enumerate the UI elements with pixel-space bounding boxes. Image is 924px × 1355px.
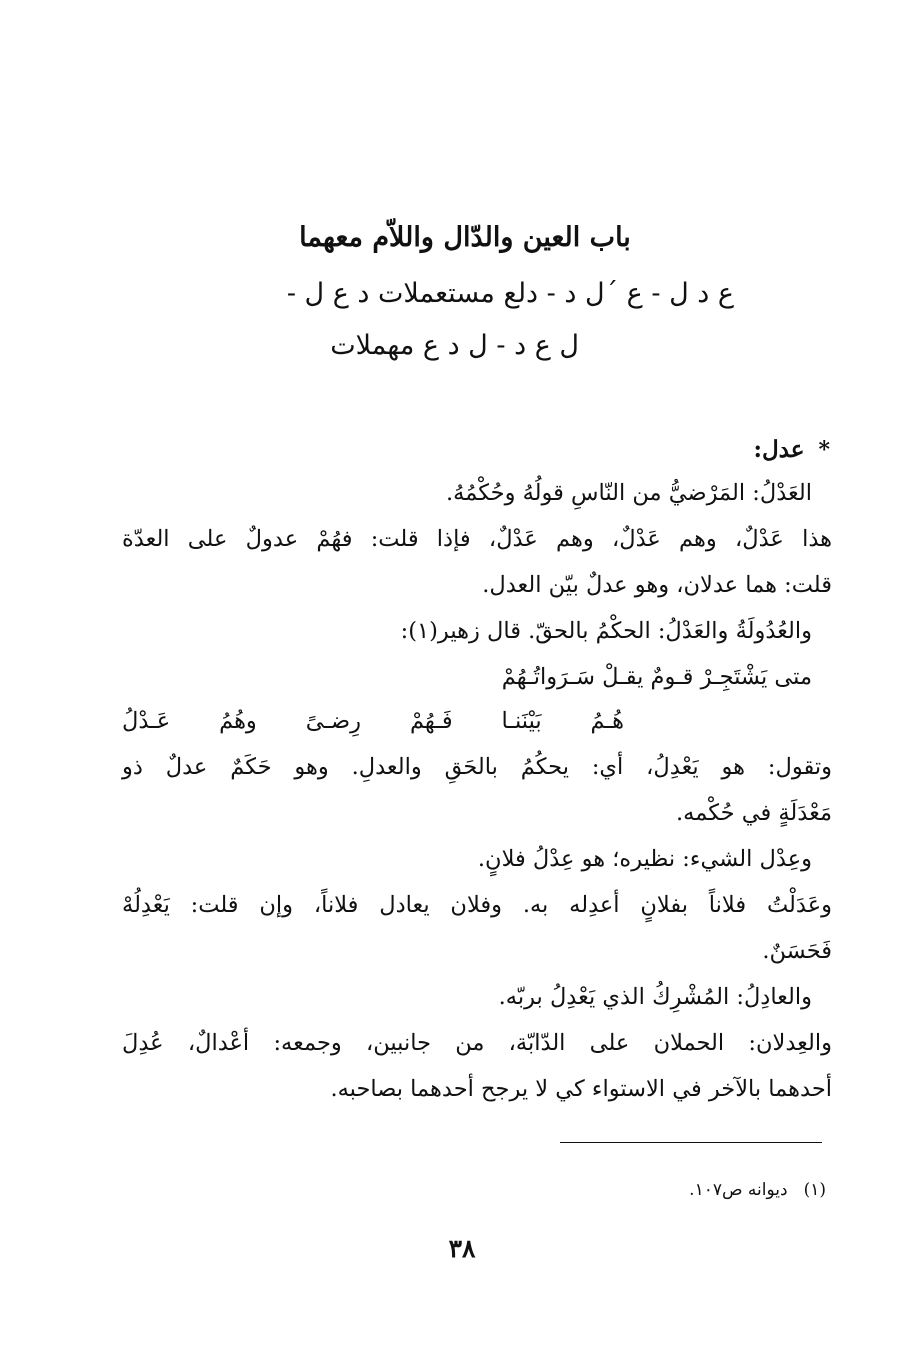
body-line-12: أحدهما بالآخر في الاستواء كي لا يرجح أحدهما بصاحبه. <box>330 1076 832 1102</box>
body-line-11: والعِدلان: الحملان على الدّابّة، من جانبين، وجمعه: أعْدالٌ، عُدِلَ <box>122 1030 832 1056</box>
body-line-1: العَدْلُ: المَرْضيُّ من النّاسِ قولُهُ وحُكْمُهُ. <box>446 480 812 506</box>
footnote-number: (١) <box>803 1180 826 1200</box>
entry-marker: * <box>818 437 830 463</box>
body-line-8: وعَدَلْتُ فلاناً بفلانٍ أعدِله به. وفلان يعادل فلاناً، وإن قلت: يَعْدِلُهْ <box>122 892 832 918</box>
verse-line-1: متى يَشْتَجِـرْ قـومٌ يقـلْ سَـرَواتُـهُمْ <box>501 664 812 690</box>
body-line-10: والعادِلُ: المُشْرِكُ الذي يَعْدِلُ بربّه. <box>498 984 812 1010</box>
body-line-7: وعِدْل الشيء: نظيره؛ هو عِدْلُ فلانٍ. <box>477 846 812 872</box>
page-number: ٣٨ <box>448 1234 476 1263</box>
chapter-title: باب العين والدّال واللاّم معهما <box>299 222 631 253</box>
body-line-2: هذا عَدْلٌ، وهم عَدْلٌ، وهم عَدْلٌ، فإذا قلت: فهُمْ عدولٌ على العدّة <box>122 526 832 552</box>
entry-heading <box>753 436 830 463</box>
body-line-6: مَعْدَلَةٍ في حُكْمه. <box>675 800 832 826</box>
body-line-3: قلت: هما عدلان، وهو عدلٌ بيّن العدل. <box>482 572 832 598</box>
chapter-subtitle-line-2: ل ع د - ل د ع مهملات <box>330 330 579 361</box>
footnote <box>689 1180 826 1200</box>
entry-headword: عدل: <box>753 436 805 463</box>
body-line-4: والعُدُولَةُ والعَدْلُ: الحكْمُ بالحقّ. قال زهير(١): <box>400 618 812 644</box>
footnote-divider <box>560 1142 822 1143</box>
body-line-5: وتقول: هو يَعْدِلُ، أي: يحكُمُ بالحَقِ والعدلِ. وهو حَكَمٌ عدلٌ ذو <box>122 754 832 780</box>
footnote-text: ديوانه ص١٠٧. <box>689 1180 788 1200</box>
body-line-9: فَحَسَنٌ. <box>762 938 832 964</box>
verse-line-2: هُـمُ بَيْنَنـا فَـهُمْ رِضـىً وهُمُ عَـدْلُ <box>122 708 624 734</box>
chapter-subtitle-line-1: ع د ل - ع ´ل د - دلع مستعملات د ع ل - <box>286 278 734 309</box>
